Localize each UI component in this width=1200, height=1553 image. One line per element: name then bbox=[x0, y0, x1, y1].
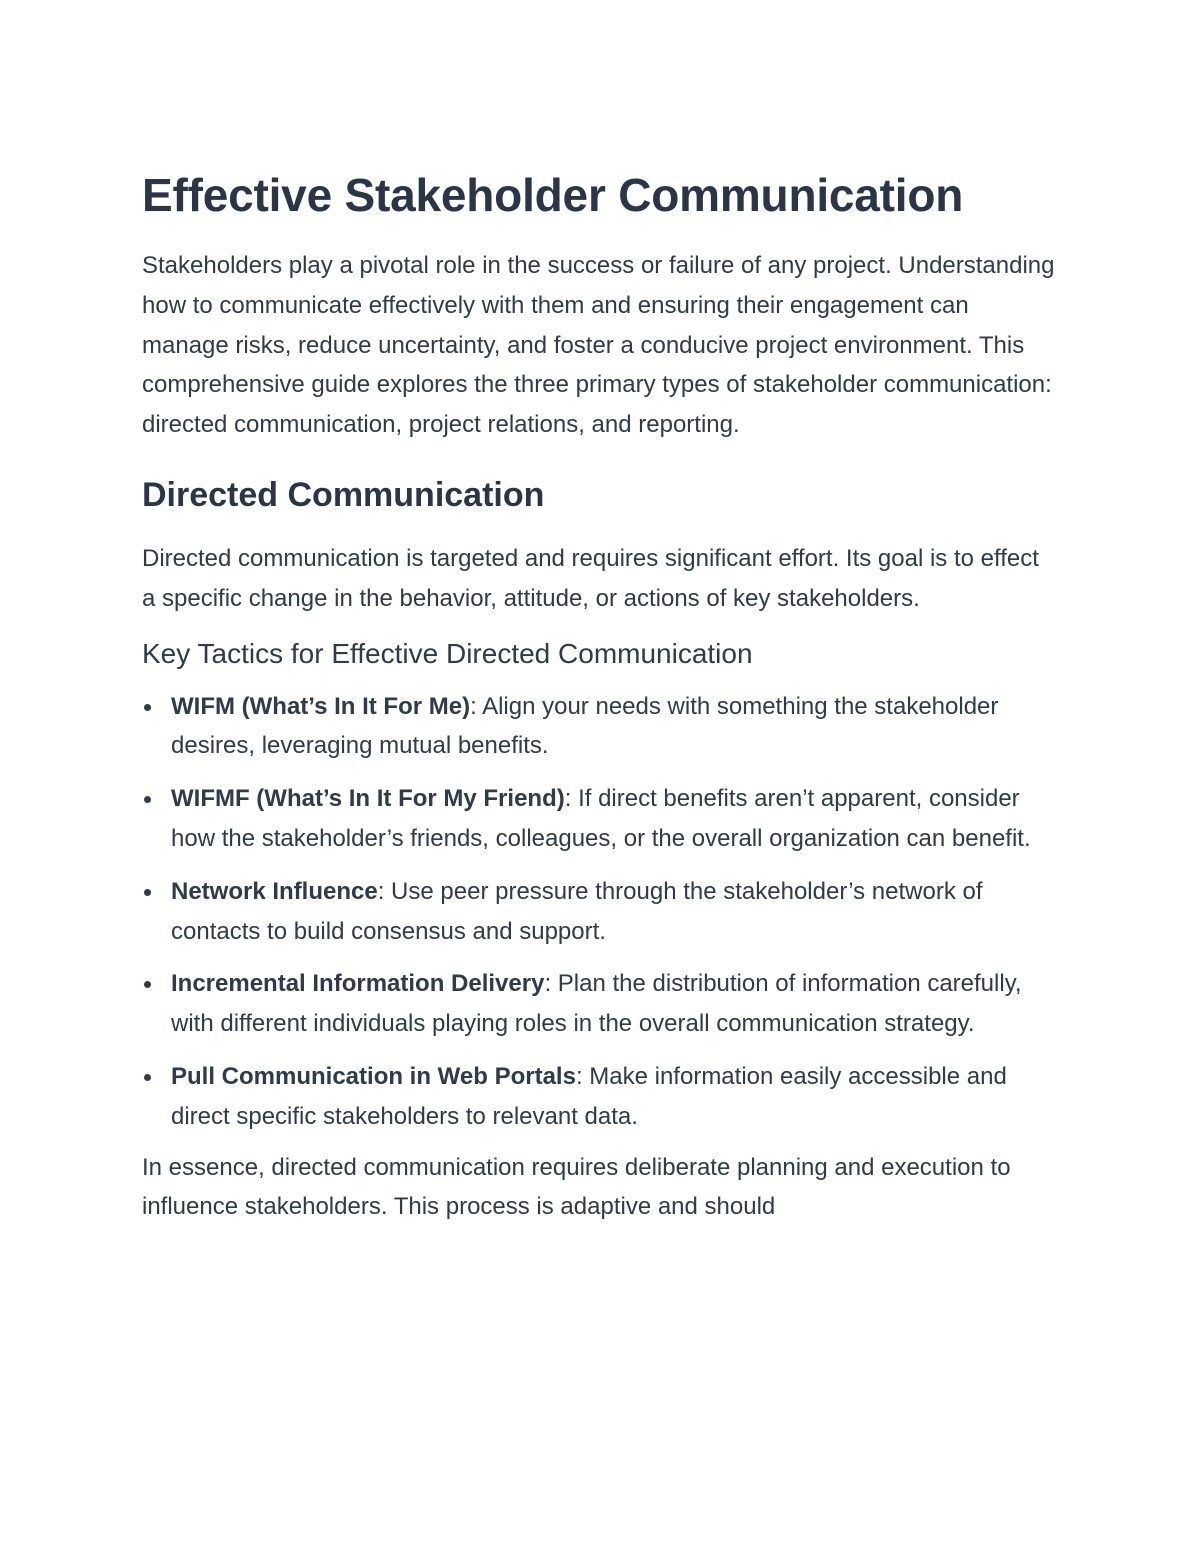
page-title: Effective Stakeholder Communication bbox=[142, 169, 964, 221]
bullet-icon bbox=[144, 704, 151, 711]
tactic-term: WIFM (What’s In It For Me) bbox=[171, 692, 471, 720]
bullet-icon bbox=[144, 981, 151, 988]
bullet-icon bbox=[144, 796, 151, 803]
tactic-term: Pull Communication in Web Portals bbox=[171, 1062, 576, 1090]
tactic-description: : Make information easily accessible and direct specific stakeholders to relevant data. bbox=[171, 1062, 1007, 1130]
intro-paragraph: Stakeholders play a pivotal role in the success or failure of any project. Understanding how to communicate effectively with them and ensuring their engagement can manage risks, reduce uncertainty, and foster a conducive project environment. This comprehensive guide explores the three primary types of stakeholder communication: directed communication, project relations, and reporting. bbox=[142, 252, 1055, 439]
section-heading-directed-communication: Directed Communication bbox=[142, 475, 545, 514]
list-item bbox=[142, 1057, 1057, 1137]
list-item bbox=[142, 872, 1057, 952]
closing-paragraph: In essence, directed communication requires deliberate planning and execution to influence stakeholders. This process is adaptive and should bbox=[142, 1153, 1011, 1221]
document-page bbox=[142, 166, 1057, 1227]
list-item bbox=[142, 964, 1057, 1044]
tactic-description: : Use peer pressure through the stakeholder’s network of contacts to build consensus and support. bbox=[171, 877, 983, 945]
directed-communication-paragraph: Directed communication is targeted and requires significant effort. Its goal is to effect a specific change in the behavior, attitude, or actions of key stakeholders. bbox=[142, 544, 1039, 612]
tactic-description: : Plan the distribution of information carefully, with different individuals playing roles in the overall communication strategy. bbox=[171, 970, 1022, 1038]
tactic-term: WIFMF (What’s In It For My Friend) bbox=[171, 785, 565, 813]
tactics-list bbox=[142, 687, 1057, 1137]
bullet-icon bbox=[144, 1074, 151, 1081]
tactic-term: Network Influence bbox=[171, 877, 378, 905]
tactic-description: : Align your needs with something the stakeholder desires, leveraging mutual benefits. bbox=[171, 692, 999, 760]
list-item bbox=[142, 687, 1057, 767]
list-item bbox=[142, 779, 1057, 859]
tactic-description: : If direct benefits aren’t apparent, consider how the stakeholder’s friends, colleagues, or the overall organization can benefit. bbox=[171, 785, 1031, 852]
bullet-icon bbox=[144, 889, 151, 896]
tactic-term: Incremental Information Delivery bbox=[171, 970, 545, 998]
subheading-key-tactics: Key Tactics for Effective Directed Communication bbox=[142, 637, 753, 669]
